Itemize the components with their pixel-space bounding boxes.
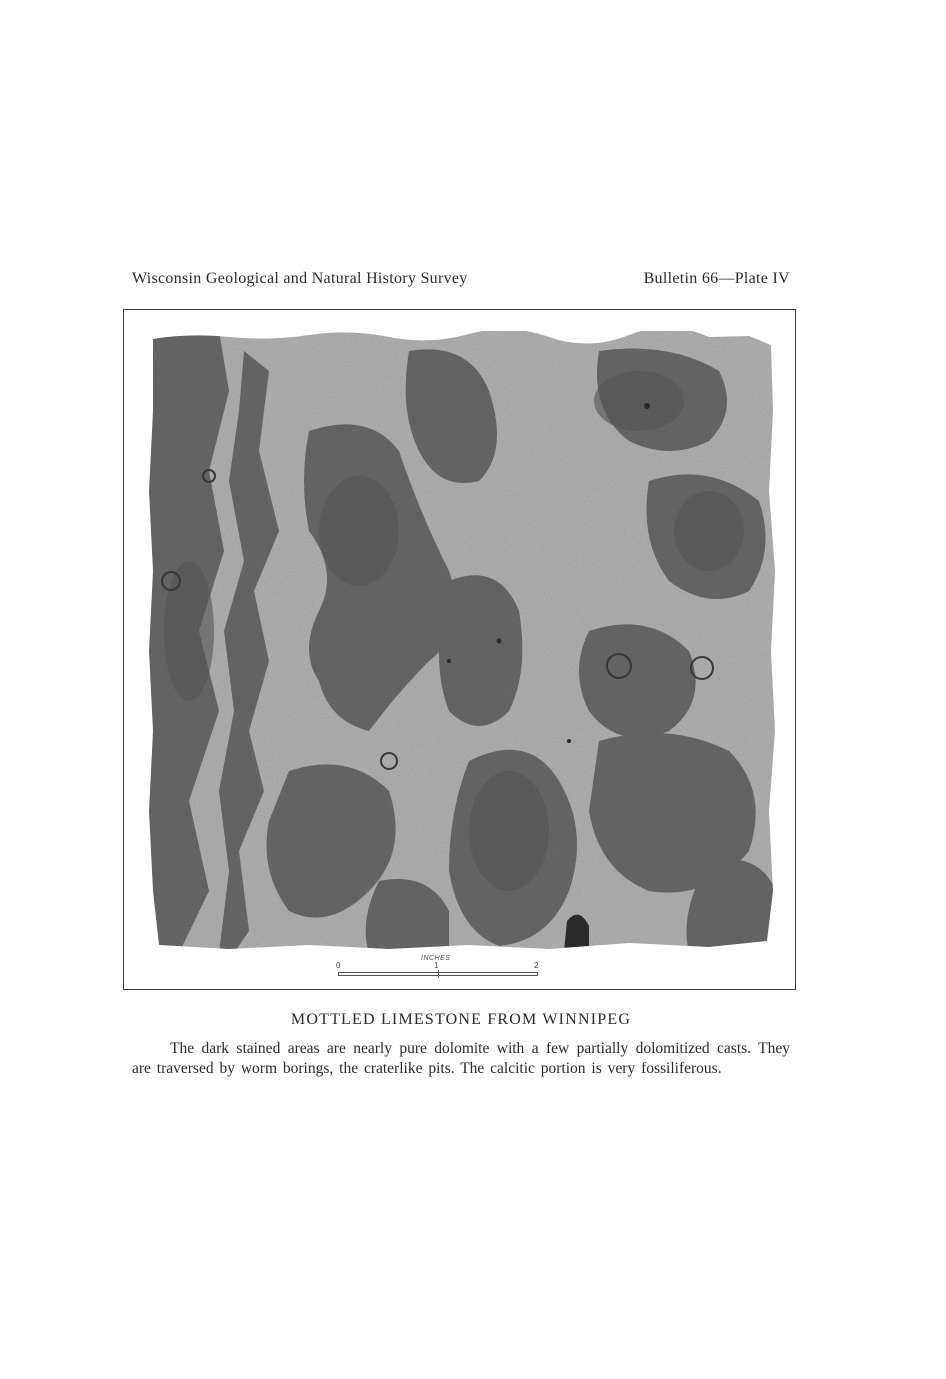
scale-tick-label: 0 (336, 961, 341, 970)
scale-ruler (338, 972, 538, 976)
scale-bar (333, 955, 543, 985)
plate-title: MOTTLED LIMESTONE FROM WINNIPEG (290, 1011, 632, 1028)
survey-name: Wisconsin Geological and Natural History Survey (132, 270, 468, 287)
running-head (132, 270, 790, 294)
plate-caption: The dark stained areas are nearly pure dolomite with a few partially dolomitized casts. They are traversed by worm borings, the craterlike pits. The calcitic portion is very fossiliferous. (132, 1040, 790, 1077)
limestone-photograph (149, 331, 776, 953)
scale-unit-label: INCHES (421, 955, 451, 962)
bulletin-plate-number: Bulletin 66—Plate IV (643, 270, 790, 287)
scale-tick-label: 2 (534, 961, 539, 970)
scale-tick-label: 1 (434, 961, 439, 970)
